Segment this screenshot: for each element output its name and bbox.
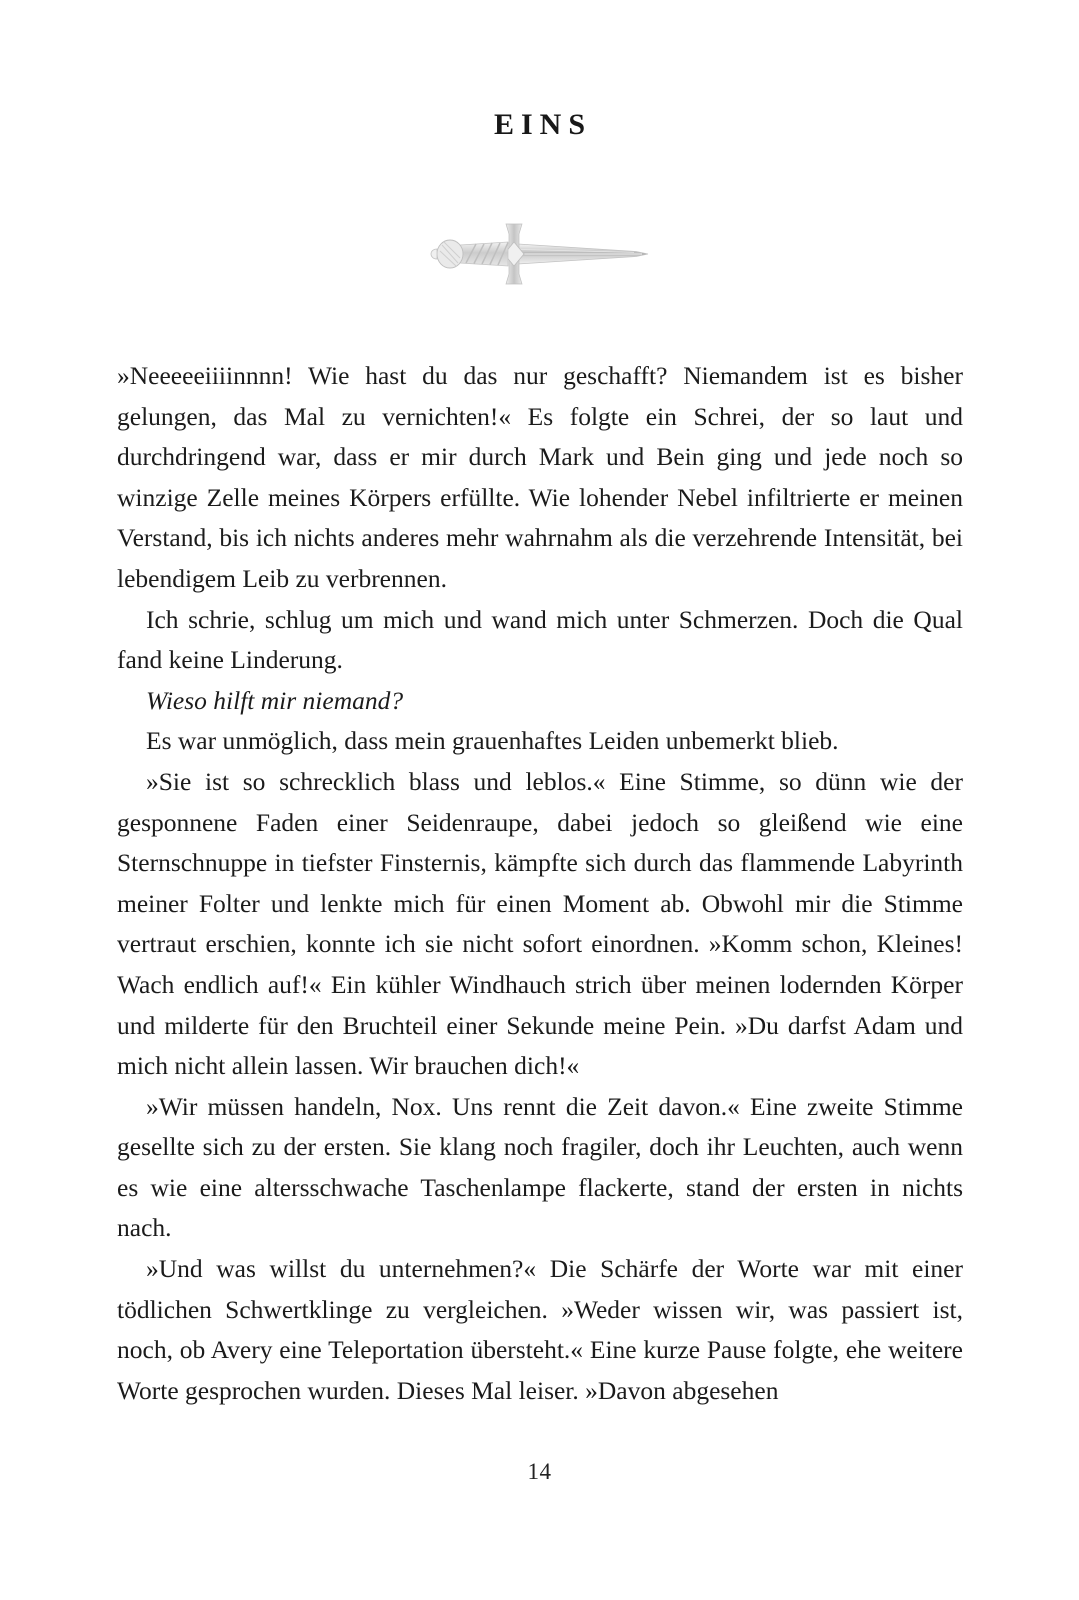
paragraph-6: »Wir müssen handeln, Nox. Uns rennt die Zeit davon.« Eine zweite Stimme gesellte sich zu der ersten. Sie klang noch fragiler, doch ihr Leuchten, auch wenn es wie eine altersschwache Taschenlampe flackerte, stand der ersten in nichts nach.	[117, 1091, 963, 1243]
paragraph-3-italic-thought: Wieso hilft mir niemand?	[146, 685, 404, 715]
chapter-heading: EINS	[493, 108, 593, 141]
dagger-ornament-icon	[0, 208, 1079, 300]
paragraph-1: »Neeeeeiiiinnnn! Wie hast du das nur geschafft? Niemandem ist es bisher gelungen, das Mal zu vernichten!« Es folgte ein Schrei, der so laut und durchdringend war, dass er mir durch Mark und Bein ging und jede noch so winzige Zelle meines Körpers erfüllte. Wie lohender Nebel infiltrierte er meinen Verstand, bis ich nichts anderes mehr wahrnahm als die verzehrende Intensität, bei lebendigem Leib zu verbrennen.	[117, 361, 963, 593]
body-text	[117, 356, 963, 1411]
paragraph-5: »Sie ist so schrecklich blass und leblos.« Eine Stimme, so dünn wie der gesponnene Faden einer Seidenraupe, dabei jedoch so gleißend wie eine Sternschnuppe in tiefster Finsternis, kämpfte sich durch das flammende Labyrinth meiner Folter und lenkte mich für einen Moment ab. Obwohl mir die Stimme vertraut erschien, konnte ich sie nicht sofort einordnen. »Komm schon, Kleines! Wach endlich auf!« Ein kühler Windhauch strich über meinen lodernden Körper und milderte für den Bruchteil einer Sekunde meine Pein. »Du darfst Adam und mich nicht allein lassen. Wir brauchen dich!«	[117, 766, 963, 1081]
paragraph-4: Es war unmöglich, dass mein grauenhaftes Leiden unbemerkt blieb.	[146, 726, 839, 756]
paragraph-7: »Und was willst du unternehmen?« Die Schärfe der Worte war mit einer tödlichen Schwertklinge zu vergleichen. »Weder wissen wir, was passiert ist, noch, ob Avery eine Teleportation übersteht.« Eine kurze Pause folgte, ehe weitere Worte gesprochen wurden. Dieses Mal leiser. »Davon abgesehen	[117, 1254, 963, 1405]
paragraph-2: Ich schrie, schlug um mich und wand mich unter Schmerzen. Doch die Qual fand keine Linderung.	[117, 604, 963, 675]
page-number: 14	[527, 1459, 552, 1484]
